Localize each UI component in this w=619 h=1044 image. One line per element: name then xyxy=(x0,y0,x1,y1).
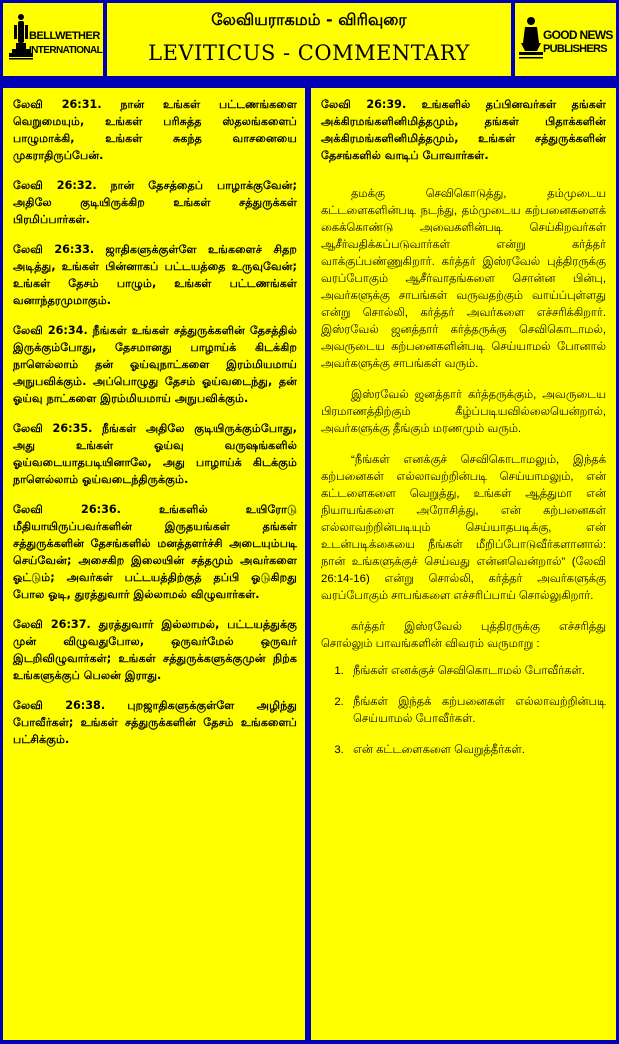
page-header xyxy=(107,3,511,76)
verse-26-37: லேவி 26:37. துரத்துவார் இல்லாமல், பட்டயத்துக்கு முன் விழுவதுபோல, ஒருவர்மேல் ஒருவர் இடறிவிழுவார்கள்; உங்கள் சத்துருக்களுக்குமுன் நிற்க உங்களுக்குப் பெலன் இராது. xyxy=(13,618,297,682)
left-column xyxy=(3,88,305,1040)
logo-line-1: GOOD NEWS xyxy=(543,28,613,42)
logo-line-1: BELLWETHER xyxy=(29,30,100,42)
list-item: 3. என் கட்டளைகளை வெறுத்தீர்கள். xyxy=(347,742,606,759)
good-news-logo xyxy=(515,3,616,76)
commentary-paragraph: இஸ்ரவேல் ஜனத்தார் கர்த்தருக்கும், அவருடைய பிரமாணத்திற்கும் கீழ்ப்படியவில்லையென்றால், அவர்களுக்கு தீங்கும் மரணமும் வரும். xyxy=(321,389,606,435)
list-item: 2. நீங்கள் இந்தக் கற்பனைகள் எல்லாவற்றின்படி செய்யாமல் போவீர்கள். xyxy=(347,694,606,728)
logo-line-2: PUBLISHERS xyxy=(543,43,607,55)
bellwether-logo xyxy=(3,3,103,76)
list-item: 1. நீங்கள் எனக்குச் செவிகொடாமல் போவீர்கள். xyxy=(347,663,606,680)
right-column xyxy=(311,88,616,1040)
verse-26-32: லேவி 26:32. நான் தேசத்தைப் பாழாக்குவேன்; அதிலே குடியிருக்கிற உங்கள் சத்துருக்கள் பிரமிப்பார்கள். xyxy=(13,179,297,226)
verse-26-33: லேவி 26:33. ஜாதிகளுக்குள்ளே உங்களைச் சிதற அடித்து, உங்கள் பின்னாகப் பட்டயத்தை உருவுவேன்; உங்கள் தேசம் பாழும், உங்கள் பட்டணங்கள் வனாந்தரமுமாகும். xyxy=(13,243,297,307)
verse-26-31: லேவி 26:31. நான் உங்கள் பட்டணங்களை வெறுமையும், உங்கள் பரிசுத்த ஸ்தலங்களைப் பாழுமாக்கி, உங்கள் சுகந்த வாசனையை முகராதிருப்பேன். xyxy=(13,98,297,162)
title-tamil: லேவியராகமம் - விரிவுரை xyxy=(211,10,407,29)
sins-list xyxy=(321,663,606,759)
commentary-paragraph: தமக்கு செவிகொடுத்து, தம்முடைய கட்டளைகளின்படி நடந்து, தம்முடைய கற்பனைகளைக் கைக்கொண்டு அவைகளின்படி செய்கிறவர்கள் ஆசீர்வதிக்கப்படுவார்கள் என்று கர்த்தர் வாக்குப்பண்ணுகிறார். கர்த்தர் இஸ்ரவேல் புத்திரருக்கு வரப்போகும் ஆசீர்வாதங்களை சொன்ன பின்பு, அவர்களுக்கு சாபங்கள் வருவதற்கும் வாய்ப்புள்ளது என்று சொல்லி, கர்த்தர் அவர்களை எச்சரிக்கிறார். இஸ்ரவேல் ஜனத்தார் கர்த்தருக்கு செவிகொடாமல், அவருடைய கற்பனைகளின்படி செய்யாமல் போனால் அவர்களுக்கு சாபங்கள் வரும். xyxy=(321,188,606,370)
verse-26-39: லேவி 26:39. உங்களில் தப்பினவர்கள் தங்கள் அக்கிரமங்களினிமித்தமும், தங்கள் பிதாக்களின் அக்கிரமங்களினிமித்தமும், உங்கள் சத்துருக்களின் தேசங்களில் வாடிப் போவார்கள். xyxy=(321,98,606,162)
commentary-paragraph: கர்த்தர் இஸ்ரவேல் புத்திரருக்கு எச்சரித்து சொல்லும் பாவங்களின் விவரம் வருமாறு : xyxy=(321,621,606,650)
logo-line-2: INTERNATIONAL xyxy=(29,45,103,56)
verse-26-34: லேவி 26:34. நீங்கள் உங்கள் சத்துருக்களின் தேசத்தில் இருக்கும்போது, தேசமானது பாழாய்க் கிடக்கிற நாளெல்லாம் தன் ஓய்வுநாட்களை இரம்மியமாய் அநுபவிக்கும். அப்பொழுது தேசம் ஓய்வடைந்து, தன் ஓய்வு நாட்களை இரம்மியமாய் அநுபவிக்கும். xyxy=(13,324,297,405)
title-english: LEVITICUS - COMMENTARY xyxy=(148,41,470,65)
verse-26-36: லேவி 26:36. உங்களில் உயிரோடு மீதியாயிருப்பவர்களின் இருதயங்கள் தங்கள் சத்துருக்களின் தேசங்களில் மனத்தளர்ச்சி அடையும்படி செய்வேன்; அசைகிற இலையின் சத்தமும் அவர்களை ஓட்டும்; அவர்கள் பட்டயத்திற்குத் தப்பி ஓடுகிறது போல ஓடி, துரத்துவார் இல்லாமல் விழுவார்கள். xyxy=(13,503,297,601)
commentary-paragraph: “நீங்கள் எனக்குச் செவிகொடாமலும், இந்தக் கற்பனைகள் எல்லாவற்றின்படி செய்யாமலும், என் கட்டளைகளை வெறுத்து, உங்கள் ஆத்துமா என் நியாயங்களை அரோசித்து, என் கற்பனைகள் எல்லாவற்றின்படியும் செய்யாதபடிக்கு, என் உடன்படிக்கையை நீங்கள் மீறிப்போடுவீர்களானால்: நான் உங்களுக்குச் செய்வது என்னவென்றால்” (லேவி 26:14-16) என்று சொல்லி, கர்த்தர் அவர்களுக்கு வரப்போகும் சாபங்களை எச்சரிப்பாய் சொல்லுகிறார். xyxy=(321,454,606,602)
verse-26-35: லேவி 26:35. நீங்கள் அதிலே குடியிருக்கும்போது, அது உங்கள் ஓய்வு வருஷங்களில் ஓய்வடையாதபடியினாலே, அது பாழாய்க் கிடக்கும் நாளெல்லாம் ஓய்வடைந்திருக்கும். xyxy=(13,422,297,486)
verse-26-38: லேவி 26:38. புறஜாதிகளுக்குள்ளே அழிந்து போவீர்கள்; உங்கள் சத்துருக்களின் தேசம் உங்களைப் பட்சிக்கும். xyxy=(13,699,297,746)
